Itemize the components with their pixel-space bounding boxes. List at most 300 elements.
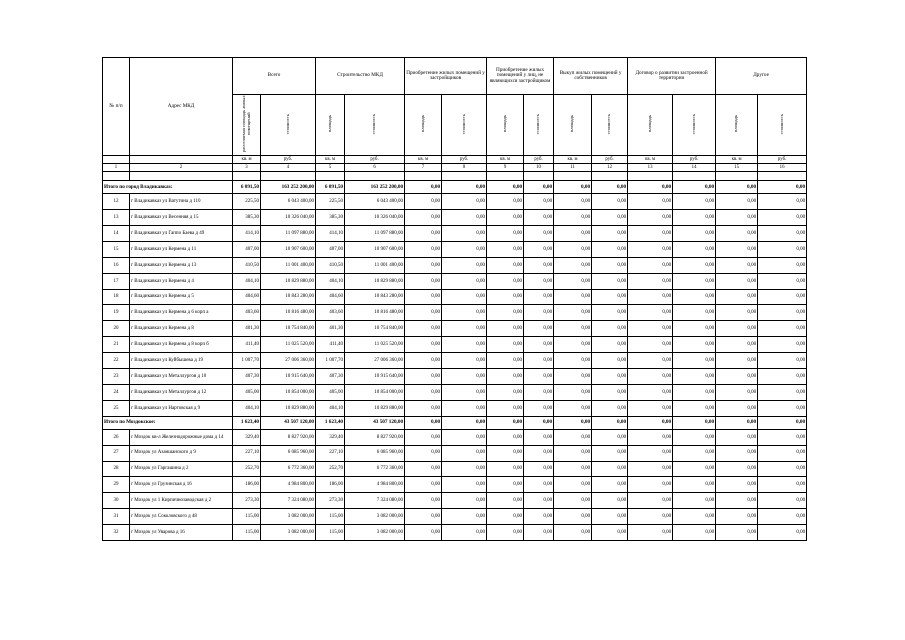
- row-value-cell: 0,00: [442, 210, 487, 226]
- row-value-cell: 227,10: [233, 445, 261, 461]
- group-total-cell: 0,00: [554, 181, 592, 194]
- row-value-cell: 0,00: [758, 384, 807, 400]
- row-address: г Владикавказ ул Кермена д 5: [130, 289, 233, 305]
- row-value-cell: 0,00: [405, 461, 442, 477]
- row-value-cell: 0,00: [673, 525, 716, 541]
- table-row: [103, 241, 807, 257]
- row-value-cell: 0,00: [673, 445, 716, 461]
- row-value-cell: 0,00: [716, 477, 758, 493]
- group-total-cell: 0,00: [487, 181, 524, 194]
- row-address: г Моздок кв-л Железнодорожные дома д 14: [130, 429, 233, 445]
- row-value-cell: 0,00: [628, 337, 673, 353]
- unit-cell: кв. м: [628, 156, 673, 164]
- table-row: [103, 305, 807, 321]
- row-address: г Моздок ул Грузинская д 16: [130, 477, 233, 493]
- unit-cell: руб.: [524, 156, 554, 164]
- row-value-cell: 7 324 080,00: [261, 493, 316, 509]
- row-value-cell: 0,00: [405, 321, 442, 337]
- row-value-cell: 11 025 520,00: [261, 337, 316, 353]
- row-value-cell: 0,00: [592, 241, 628, 257]
- row-value-cell: 0,00: [442, 429, 487, 445]
- row-number: 29: [103, 477, 130, 493]
- row-value-cell: 6 085 960,00: [261, 445, 316, 461]
- row-value-cell: 0,00: [405, 369, 442, 385]
- row-value-cell: 0,00: [487, 337, 524, 353]
- unit-cell: руб.: [673, 156, 716, 164]
- unit-cell: кв. м: [405, 156, 442, 164]
- row-value-cell: 0,00: [758, 321, 807, 337]
- group-title: Итого по Моздокское:: [103, 416, 233, 429]
- row-value-cell: 0,00: [442, 194, 487, 210]
- row-number: 27: [103, 445, 130, 461]
- row-value-cell: 0,00: [554, 493, 592, 509]
- group-total-cell: 0,00: [758, 181, 807, 194]
- row-value-cell: 0,00: [442, 509, 487, 525]
- row-value-cell: 0,00: [487, 369, 524, 385]
- row-value-cell: 10 915 640,00: [261, 369, 316, 385]
- row-value-cell: 0,00: [592, 525, 628, 541]
- row-value-cell: 0,00: [628, 369, 673, 385]
- row-value-cell: 0,00: [716, 429, 758, 445]
- row-value-cell: 0,00: [592, 400, 628, 416]
- group-title: Итого по город Владикавказ:: [103, 181, 233, 194]
- row-value-cell: 0,00: [716, 509, 758, 525]
- table-row: [103, 493, 807, 509]
- row-value-cell: 0,00: [405, 273, 442, 289]
- row-address: г Моздок ул 1 Кирпичнозаводская д 2: [130, 493, 233, 509]
- row-number: 17: [103, 273, 130, 289]
- row-value-cell: 0,00: [758, 445, 807, 461]
- row-value-cell: 405,00: [233, 384, 261, 400]
- row-address: г Владикавказ ул Кермена д 6 корп а: [130, 305, 233, 321]
- row-value-cell: 0,00: [628, 400, 673, 416]
- table-row: [103, 525, 807, 541]
- column-number: 6: [345, 164, 405, 172]
- unit-cell: руб.: [592, 156, 628, 164]
- row-value-cell: 0,00: [592, 369, 628, 385]
- row-value-cell: 0,00: [628, 509, 673, 525]
- header-area: площадь: [554, 95, 592, 156]
- row-value-cell: 0,00: [524, 445, 554, 461]
- group-total-row: [103, 181, 807, 194]
- resettlement-table: [102, 57, 807, 541]
- row-value-cell: 407,30: [316, 369, 345, 385]
- group-total-cell: 0,00: [716, 416, 758, 429]
- header-cost: стоимость: [758, 95, 807, 156]
- row-value-cell: 10 907 600,00: [261, 241, 316, 257]
- row-value-cell: 10 829 880,00: [261, 400, 316, 416]
- row-value-cell: 0,00: [758, 226, 807, 242]
- row-value-cell: 0,00: [758, 337, 807, 353]
- row-value-cell: 0,00: [524, 369, 554, 385]
- row-value-cell: 0,00: [554, 273, 592, 289]
- group-total-cell: 6 091,50: [316, 181, 345, 194]
- header-total: Всего: [233, 58, 316, 95]
- row-value-cell: 0,00: [628, 194, 673, 210]
- header-purchase-non-developers: Приобретение жилых помещений у лиц, не являющихся застройщиком: [487, 58, 554, 95]
- row-value-cell: 0,00: [716, 321, 758, 337]
- row-value-cell: 0,00: [405, 289, 442, 305]
- row-number: 31: [103, 509, 130, 525]
- row-value-cell: 0,00: [487, 445, 524, 461]
- row-value-cell: 0,00: [716, 194, 758, 210]
- row-value-cell: 0,00: [716, 257, 758, 273]
- row-value-cell: 0,00: [592, 337, 628, 353]
- row-value-cell: 0,00: [487, 353, 524, 369]
- row-value-cell: 0,00: [716, 273, 758, 289]
- row-value-cell: 0,00: [758, 429, 807, 445]
- header-dev-agreement: Договор о развитии застроенной территории: [628, 58, 716, 95]
- row-value-cell: 10 829 880,00: [345, 273, 405, 289]
- row-value-cell: 27 006 360,00: [261, 353, 316, 369]
- group-total-cell: 0,00: [758, 416, 807, 429]
- row-value-cell: 0,00: [758, 257, 807, 273]
- row-address: г Владикавказ ул Кермена д 8 корп б: [130, 337, 233, 353]
- row-value-cell: 0,00: [628, 257, 673, 273]
- row-value-cell: 0,00: [442, 493, 487, 509]
- group-total-cell: 1 623,40: [233, 416, 261, 429]
- row-value-cell: 0,00: [405, 445, 442, 461]
- row-address: г Владикавказ ул Нартовская д 9: [130, 400, 233, 416]
- row-value-cell: 401,30: [233, 321, 261, 337]
- group-total-cell: 43 507 120,00: [261, 416, 316, 429]
- group-total-cell: 0,00: [592, 181, 628, 194]
- row-value-cell: 10 843 280,00: [345, 289, 405, 305]
- group-total-cell: 0,00: [524, 416, 554, 429]
- row-value-cell: 385,30: [233, 210, 261, 226]
- row-value-cell: 0,00: [673, 210, 716, 226]
- row-value-cell: 0,00: [673, 194, 716, 210]
- row-value-cell: 0,00: [554, 305, 592, 321]
- row-value-cell: 0,00: [487, 509, 524, 525]
- row-value-cell: 186,00: [233, 477, 261, 493]
- row-value-cell: 0,00: [405, 257, 442, 273]
- row-value-cell: 0,00: [554, 525, 592, 541]
- row-value-cell: 0,00: [592, 509, 628, 525]
- row-value-cell: 0,00: [673, 461, 716, 477]
- row-value-cell: 0,00: [487, 525, 524, 541]
- group-total-cell: 163 252 200,00: [345, 181, 405, 194]
- row-number: 15: [103, 241, 130, 257]
- group-total-cell: 0,00: [487, 416, 524, 429]
- unit-cell: [103, 156, 130, 164]
- row-value-cell: 0,00: [716, 400, 758, 416]
- row-number: 16: [103, 257, 130, 273]
- unit-cell: руб.: [758, 156, 807, 164]
- table-body: [103, 58, 807, 541]
- row-value-cell: 0,00: [554, 241, 592, 257]
- row-value-cell: 385,30: [316, 210, 345, 226]
- group-total-cell: 0,00: [405, 181, 442, 194]
- table-row: [103, 194, 807, 210]
- row-value-cell: 0,00: [716, 210, 758, 226]
- column-number: 15: [716, 164, 758, 172]
- row-value-cell: 407,00: [233, 241, 261, 257]
- column-number: 8: [442, 164, 487, 172]
- header-cost: стоимость: [442, 95, 487, 156]
- row-value-cell: 0,00: [673, 305, 716, 321]
- row-value-cell: 0,00: [628, 477, 673, 493]
- row-value-cell: 0,00: [673, 400, 716, 416]
- row-address: г Моздок ул Уварова д 16: [130, 525, 233, 541]
- row-value-cell: 0,00: [673, 321, 716, 337]
- row-value-cell: 225,50: [316, 194, 345, 210]
- row-value-cell: 0,00: [758, 241, 807, 257]
- row-value-cell: 0,00: [673, 257, 716, 273]
- row-value-cell: 404,60: [233, 289, 261, 305]
- row-value-cell: 11 001 400,00: [261, 257, 316, 273]
- row-value-cell: 0,00: [442, 477, 487, 493]
- row-value-cell: 0,00: [716, 525, 758, 541]
- row-value-cell: 6 043 400,00: [261, 194, 316, 210]
- row-value-cell: 404,10: [233, 400, 261, 416]
- table-row: [103, 429, 807, 445]
- row-value-cell: 0,00: [405, 210, 442, 226]
- row-number: 12: [103, 194, 130, 210]
- row-address: г Владикавказ ул Кермена д 4: [130, 273, 233, 289]
- row-value-cell: 0,00: [524, 210, 554, 226]
- row-value-cell: 0,00: [592, 305, 628, 321]
- table-row: [103, 400, 807, 416]
- row-value-cell: 0,00: [442, 289, 487, 305]
- column-number: 13: [628, 164, 673, 172]
- row-value-cell: 410,50: [316, 257, 345, 273]
- row-address: г Моздок ул Гаргашина д 2: [130, 461, 233, 477]
- row-value-cell: 252,70: [316, 461, 345, 477]
- header-purchase-developers: Приобретение жилых помещений у застройщиков: [405, 58, 487, 95]
- row-value-cell: 0,00: [592, 210, 628, 226]
- row-value-cell: 0,00: [554, 210, 592, 226]
- row-value-cell: 0,00: [405, 337, 442, 353]
- row-value-cell: 0,00: [673, 273, 716, 289]
- row-value-cell: 6 772 360,00: [261, 461, 316, 477]
- row-value-cell: 27 006 360,00: [345, 353, 405, 369]
- unit-cell: кв. м: [554, 156, 592, 164]
- row-value-cell: 0,00: [524, 400, 554, 416]
- row-value-cell: 404,10: [316, 273, 345, 289]
- row-value-cell: 0,00: [716, 337, 758, 353]
- row-value-cell: 0,00: [487, 400, 524, 416]
- row-value-cell: 10 829 880,00: [261, 273, 316, 289]
- row-value-cell: 10 754 840,00: [345, 321, 405, 337]
- row-number: 14: [103, 226, 130, 242]
- group-total-cell: 43 507 120,00: [345, 416, 405, 429]
- row-value-cell: 0,00: [554, 257, 592, 273]
- row-value-cell: 0,00: [554, 445, 592, 461]
- row-number: 18: [103, 289, 130, 305]
- row-value-cell: 8 827 920,00: [261, 429, 316, 445]
- row-value-cell: 0,00: [524, 353, 554, 369]
- row-number: 32: [103, 525, 130, 541]
- row-value-cell: 0,00: [524, 525, 554, 541]
- row-value-cell: 10 915 640,00: [345, 369, 405, 385]
- row-value-cell: 0,00: [405, 477, 442, 493]
- row-address: г Моздок ул Соколовского д 48: [130, 509, 233, 525]
- unit-cell: [130, 156, 233, 164]
- row-value-cell: 404,10: [316, 400, 345, 416]
- row-value-cell: 115,00: [233, 509, 261, 525]
- table-row: [103, 257, 807, 273]
- row-value-cell: 10 754 840,00: [261, 321, 316, 337]
- row-value-cell: 0,00: [758, 525, 807, 541]
- row-value-cell: 329,40: [316, 429, 345, 445]
- row-value-cell: 10 907 600,00: [345, 241, 405, 257]
- row-value-cell: 1 007,70: [316, 353, 345, 369]
- row-value-cell: 0,00: [524, 384, 554, 400]
- unit-cell: руб.: [261, 156, 316, 164]
- row-value-cell: 0,00: [405, 241, 442, 257]
- row-value-cell: 411,40: [233, 337, 261, 353]
- row-value-cell: 0,00: [524, 429, 554, 445]
- row-value-cell: 0,00: [673, 477, 716, 493]
- row-value-cell: 0,00: [524, 509, 554, 525]
- row-value-cell: 0,00: [673, 337, 716, 353]
- row-value-cell: 404,10: [233, 273, 261, 289]
- unit-cell: руб.: [345, 156, 405, 164]
- row-value-cell: 0,00: [554, 384, 592, 400]
- row-value-cell: 0,00: [524, 477, 554, 493]
- column-number: 12: [592, 164, 628, 172]
- row-value-cell: 0,00: [554, 337, 592, 353]
- row-value-cell: 0,00: [487, 241, 524, 257]
- row-value-cell: 0,00: [442, 400, 487, 416]
- table-row: [103, 384, 807, 400]
- row-value-cell: 0,00: [442, 445, 487, 461]
- row-value-cell: 0,00: [673, 289, 716, 305]
- row-value-cell: 0,00: [628, 493, 673, 509]
- row-value-cell: 10 854 000,00: [345, 384, 405, 400]
- row-value-cell: 0,00: [673, 369, 716, 385]
- header-area: площадь: [405, 95, 442, 156]
- row-value-cell: 0,00: [592, 461, 628, 477]
- row-value-cell: 0,00: [628, 226, 673, 242]
- row-value-cell: 407,00: [316, 241, 345, 257]
- row-value-cell: 0,00: [442, 273, 487, 289]
- table-row: [103, 210, 807, 226]
- row-value-cell: 0,00: [405, 194, 442, 210]
- row-value-cell: 10 816 480,00: [345, 305, 405, 321]
- column-number: 10: [524, 164, 554, 172]
- row-value-cell: 0,00: [554, 194, 592, 210]
- row-value-cell: 0,00: [554, 429, 592, 445]
- row-value-cell: 0,00: [405, 400, 442, 416]
- row-value-cell: 0,00: [487, 194, 524, 210]
- table-row: [103, 321, 807, 337]
- row-value-cell: 0,00: [405, 493, 442, 509]
- header-area: площадь: [716, 95, 758, 156]
- row-value-cell: 0,00: [758, 210, 807, 226]
- row-address: г Владикавказ ул Металлургов д 10: [130, 369, 233, 385]
- header-cost: стоимость: [673, 95, 716, 156]
- row-number: 24: [103, 384, 130, 400]
- column-number: 3: [233, 164, 261, 172]
- header-construction: Строительство МКД: [316, 58, 405, 95]
- row-value-cell: 0,00: [716, 493, 758, 509]
- header-area: площадь: [316, 95, 345, 156]
- row-value-cell: 0,00: [592, 226, 628, 242]
- table-row: [103, 353, 807, 369]
- header-row-groups: [103, 58, 807, 95]
- column-number: 9: [487, 164, 524, 172]
- column-number: 4: [261, 164, 316, 172]
- row-value-cell: 0,00: [673, 429, 716, 445]
- header-cost: стоимость: [592, 95, 628, 156]
- row-value-cell: 0,00: [592, 445, 628, 461]
- row-value-cell: 0,00: [758, 461, 807, 477]
- group-total-cell: 0,00: [554, 416, 592, 429]
- row-value-cell: 0,00: [628, 445, 673, 461]
- row-value-cell: 0,00: [758, 194, 807, 210]
- row-value-cell: 273,30: [233, 493, 261, 509]
- row-value-cell: 227,10: [316, 445, 345, 461]
- row-value-cell: 115,00: [316, 509, 345, 525]
- group-total-cell: 0,00: [628, 181, 673, 194]
- row-value-cell: 0,00: [628, 384, 673, 400]
- row-value-cell: 0,00: [405, 525, 442, 541]
- row-number: 22: [103, 353, 130, 369]
- row-value-cell: 0,00: [442, 369, 487, 385]
- row-value-cell: 0,00: [487, 305, 524, 321]
- row-value-cell: 0,00: [487, 273, 524, 289]
- row-value-cell: 0,00: [716, 461, 758, 477]
- table-row: [103, 477, 807, 493]
- row-number: 19: [103, 305, 130, 321]
- group-total-cell: 0,00: [442, 416, 487, 429]
- row-value-cell: 225,50: [233, 194, 261, 210]
- table-row: [103, 369, 807, 385]
- row-number: 21: [103, 337, 130, 353]
- column-number: 14: [673, 164, 716, 172]
- row-number: 26: [103, 429, 130, 445]
- row-value-cell: 4 984 800,00: [261, 477, 316, 493]
- row-number: 13: [103, 210, 130, 226]
- row-value-cell: 414,10: [316, 226, 345, 242]
- table-row: [103, 445, 807, 461]
- row-value-cell: 10 854 000,00: [261, 384, 316, 400]
- group-total-cell: 163 252 200,00: [261, 181, 316, 194]
- row-value-cell: 0,00: [524, 226, 554, 242]
- row-value-cell: 0,00: [487, 461, 524, 477]
- row-value-cell: 0,00: [524, 305, 554, 321]
- row-address: г Владикавказ ул Ватутина д 110: [130, 194, 233, 210]
- row-address: г Владикавказ ул Металлургов д 12: [130, 384, 233, 400]
- row-value-cell: 0,00: [716, 289, 758, 305]
- header-cost: стоимость: [524, 95, 554, 156]
- row-value-cell: 0,00: [554, 461, 592, 477]
- row-number: 30: [103, 493, 130, 509]
- row-value-cell: 0,00: [592, 321, 628, 337]
- row-value-cell: 11 097 880,00: [261, 226, 316, 242]
- row-value-cell: 0,00: [442, 525, 487, 541]
- row-value-cell: 0,00: [442, 241, 487, 257]
- row-value-cell: 401,30: [316, 321, 345, 337]
- row-value-cell: 10 843 280,00: [261, 289, 316, 305]
- row-address: г Владикавказ ул Весенняя д 15: [130, 210, 233, 226]
- row-value-cell: 0,00: [758, 477, 807, 493]
- row-value-cell: 0,00: [592, 289, 628, 305]
- row-value-cell: 0,00: [673, 384, 716, 400]
- row-value-cell: 3 082 000,00: [261, 525, 316, 541]
- table-row: [103, 509, 807, 525]
- row-value-cell: 0,00: [592, 477, 628, 493]
- row-value-cell: 0,00: [442, 353, 487, 369]
- table-row: [103, 273, 807, 289]
- column-number: 7: [405, 164, 442, 172]
- row-value-cell: 0,00: [554, 509, 592, 525]
- row-value-cell: 0,00: [554, 226, 592, 242]
- row-value-cell: 0,00: [592, 273, 628, 289]
- row-value-cell: 4 984 800,00: [345, 477, 405, 493]
